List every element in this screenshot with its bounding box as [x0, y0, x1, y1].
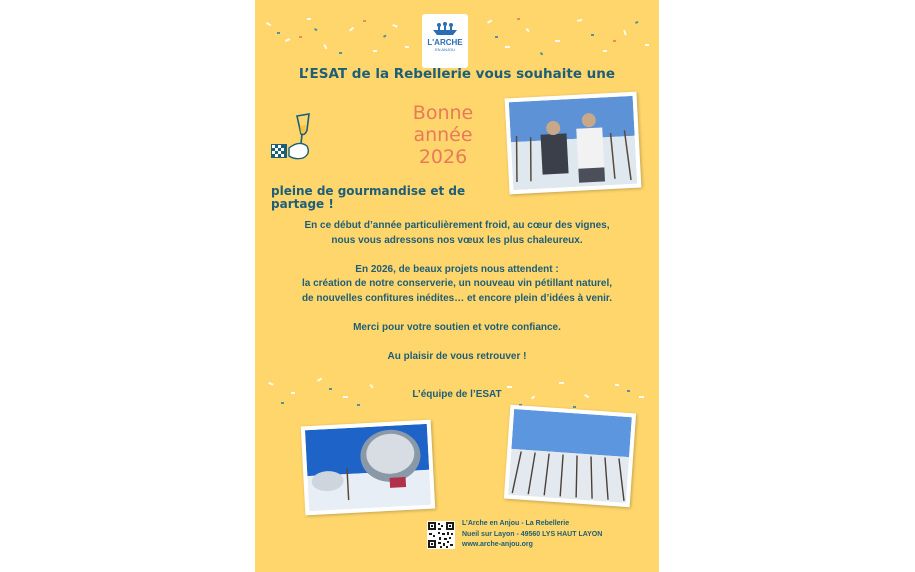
contact-website-link[interactable]: www.arche-anjou.org — [462, 541, 533, 548]
paragraph-thanks — [255, 321, 659, 336]
arche-logo — [422, 14, 468, 68]
paragraph-projects — [255, 263, 659, 307]
logo-subtitle: EN ANJOU — [434, 47, 455, 52]
contact-info — [462, 519, 602, 551]
paragraph-closing — [255, 350, 659, 365]
text-line: nous vous adressons nos vœux les plus chaleureux. — [331, 234, 583, 246]
greeting-year: 2026 — [418, 146, 468, 168]
logo-name: L'ARCHE — [427, 38, 463, 47]
greeting-card — [255, 0, 659, 572]
text-line: la création de notre conserverie, un nouveau vin pétillant naturel, — [301, 278, 613, 289]
paragraph-intro — [255, 219, 659, 248]
qr-code-icon[interactable] — [427, 521, 455, 549]
text-line: Au plaisir de vous retrouver ! — [387, 350, 527, 362]
contact-address: Nueil sur Layon - 49560 LYS HAUT LAYON — [462, 530, 603, 538]
text-line: de nouvelles confitures inédites… et encore plein d’idées à venir. — [301, 292, 613, 304]
greeting-title — [375, 102, 511, 168]
photo-snowy-garden — [301, 420, 435, 516]
contact-organization: L’Arche en Anjou - La Rebellerie — [462, 520, 570, 527]
ark-boat-icon — [431, 19, 459, 37]
signature: L’équipe de l’ESAT — [412, 389, 502, 400]
photo-vineyard-people — [505, 92, 642, 195]
champagne-toast-icon — [269, 110, 319, 170]
greeting-line-1: Bonne — [412, 102, 474, 124]
photo-snowy-vines — [504, 405, 636, 508]
headline: L’ESAT de la Rebellerie vous souhaite une — [298, 66, 616, 82]
greeting-line-2: année — [413, 124, 473, 146]
message-body — [255, 219, 659, 379]
subline: pleine de gourmandise et de partage ! — [271, 184, 466, 211]
text-line: En ce début d’année particulièrement froid, au cœur des vignes, — [304, 220, 610, 231]
text-line: Merci pour votre soutien et votre confiance. — [353, 321, 561, 333]
text-line: En 2026, de beaux projets nous attendent : — [355, 263, 559, 275]
